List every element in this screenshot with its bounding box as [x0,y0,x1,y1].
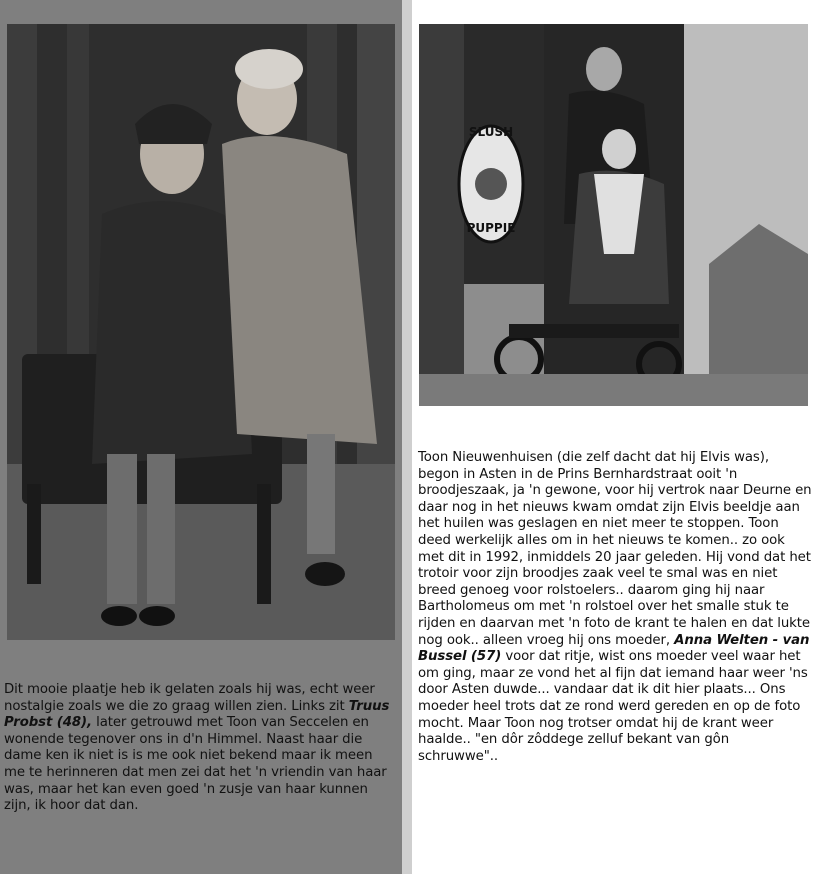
caption-left [4,682,396,815]
sign-line2: PUPPIE [466,221,516,235]
left-panel [0,0,402,874]
caption-right [418,450,812,765]
right-panel [412,0,814,874]
caption-right-part1: Toon Nieuwenhuisen (die zelf dacht dat hij Elvis was), begon in Asten in de Prins Bernhardstraat ooit 'n broodjeszaak, ja 'n gewone, voor hij vertrok naar Deurne en daar nog in het nieuws kwam omdat zijn Elvis beeldje aan het huilen was geslagen en niet meer te stoppen. Toon deed werkelijk alles om in het nieuws te komen.. zo ook met dit in 1992, inmiddels 20 jaar geleden. Hij vond dat het trotoir voor zijn broodjes zaak veel te smal was en niet breed genoeg voor rolstoelers.. daarom ging hij naar Bartholomeus om met 'n rolstoel over het smalle stuk te rijden en daarvan met 'n foto de krant te halen en dat lukte nog ook.. alleen vroeg hij ons moeder, [418,450,812,648]
caption-right-name: Anna Welten - van Bussel (57) [418,632,810,665]
caption-left-name: Truus Probst (48), [4,698,390,731]
photo-two-women-image [7,24,395,640]
sign-line1: SLUSH [468,125,514,139]
panel-divider [402,0,412,874]
caption-left-part2: later getrouwd met Toon van Seccelen en wonende tegenover ons in d'n Himmel. Naast haar die dame ken ik niet is is me ook niet bekend maar ik meen me te herinneren dat men zei dat het 'n vriendin van haar was, maar het kan even goed 'n zusje van haar kunnen zijn, ik hoor dat dan. [4,715,387,814]
photo-wheelchair-image [419,24,808,406]
caption-right-part2: voor dat ritje, wist ons moeder veel waar het om ging, maar ze vond het al fijn dat iemand haar weer 'ns door Asten duwde... vandaar dat ik dit hier plaats... Ons moeder heel trots dat ze rond werd gereden en op de foto mocht. Maar Toon nog trotser omdat hij de krant weer haalde.. "en dôr zôddege zelluf bekant van gôn schruwwe".. [418,649,808,764]
photo-two-women [7,24,395,640]
caption-left-part1: Dit mooie plaatje heb ik gelaten zoals hij was, echt weer nostalgie zoals we die zo graag willen zien. Links zit [4,682,375,714]
photo-wheelchair [419,24,808,406]
